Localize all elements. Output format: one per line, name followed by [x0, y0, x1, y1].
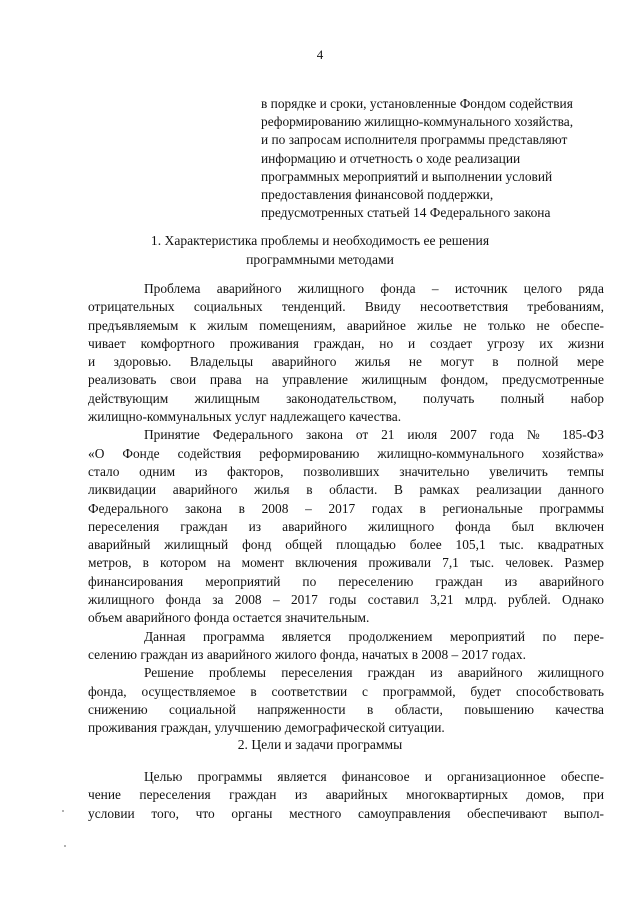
body-line: жилищного фонда за 2008 – 2017 годы составил 3,21 млрд. рублей. Однако	[88, 592, 604, 608]
body-line: реализовать свои права на управление жилищным фондом, предусмотренные	[88, 372, 604, 388]
body-line: Федерального закона в 2008 – 2017 годах в региональные программы	[88, 500, 604, 516]
body-line: фонда, осуществляемое в соответствии с программой, будет способствовать	[88, 683, 604, 699]
body-line: «О Фонде содействия реформированию жилищно-коммунального хозяйства»	[88, 445, 604, 461]
body-line: ликвидации аварийного жилья в области. В рамках реализации данного	[88, 482, 604, 498]
intro-line: программных мероприятий и выполнении условий	[261, 168, 553, 184]
section-1-body	[88, 280, 604, 737]
section-2-body	[88, 768, 604, 823]
page-number: 4	[316, 47, 324, 62]
intro-paragraph	[261, 95, 621, 222]
body-line: Целью программы является финансовое и организационное обеспе-	[144, 769, 604, 784]
body-line: стало одним из факторов, позволивших значительно увеличить темпы	[88, 463, 604, 479]
body-line: условии того, что органы местного самоуправления обеспечивают выпол-	[88, 805, 604, 821]
body-line: действующим жилищным законодательством, получать полный набор	[88, 390, 604, 406]
body-line: снижению социальной напряженности в области, повышению качества	[88, 701, 604, 717]
body-line: чение переселения граждан из аварийных многоквартирных домов, при	[88, 787, 604, 803]
body-line: аварийный жилищный фонд общей площадью более 105,1 тыс. квадратных	[88, 537, 604, 553]
body-line: селению граждан из аварийного жилого фонда, начатых в 2008 – 2017 годах.	[88, 646, 526, 662]
intro-line: предусмотренных статьей 14 Федерального закона	[261, 205, 551, 221]
body-line: и здоровью. Владельцы аварийного жилья не могут в полной мере	[88, 354, 604, 370]
heading-line: 2. Цели и задачи программы	[237, 737, 403, 752]
body-line: чивает комфортного проживания граждан, но и создает угрозу их жизни	[88, 335, 604, 351]
intro-line: в порядке и сроки, установленные Фондом содействия	[261, 96, 573, 111]
body-line: финансирования мероприятий по переселению граждан из аварийного	[88, 573, 604, 589]
scan-speck	[62, 810, 64, 812]
body-line: объем аварийного фонда остается значительным.	[88, 610, 370, 626]
scan-speck	[64, 845, 66, 847]
section-2-heading	[60, 736, 580, 755]
body-line: отрицательных социальных тенденций. Ввиду несоответствия требованиям,	[88, 299, 604, 315]
body-line: жилищно-коммунальных услуг надлежащего качества.	[88, 409, 402, 425]
intro-line: информацию и отчетность о ходе реализации	[261, 150, 521, 166]
body-line: Данная программа является продолжением мероприятий по пере-	[144, 628, 604, 644]
intro-line: и по запросам исполнителя программы представляют	[261, 132, 568, 148]
intro-line: предоставления финансовой поддержки,	[261, 187, 494, 203]
body-line: переселения граждан из аварийного жилищного фонда был включен	[88, 518, 604, 534]
heading-line: программными методами	[246, 251, 394, 267]
body-line: проживания граждан, улучшению демографической ситуации.	[88, 720, 445, 736]
body-line: метров, в котором на момент включения проживали 7,1 тыс. человек. Размер	[88, 555, 604, 571]
body-line: Принятие Федерального закона от 21 июля 2007 года № 185-ФЗ	[144, 427, 604, 443]
body-line: Проблема аварийного жилищного фонда – источник целого ряда	[144, 281, 604, 296]
section-1-heading	[60, 232, 580, 269]
body-line: предъявляемым к жилым помещениям, аварийное жилье не только не обеспе-	[88, 317, 604, 333]
heading-line: 1. Характеристика проблемы и необходимость ее решения	[150, 233, 490, 248]
intro-line: реформированию жилищно-коммунального хозяйства,	[261, 114, 574, 130]
body-line: Решение проблемы переселения граждан из аварийного жилищного	[144, 665, 604, 681]
